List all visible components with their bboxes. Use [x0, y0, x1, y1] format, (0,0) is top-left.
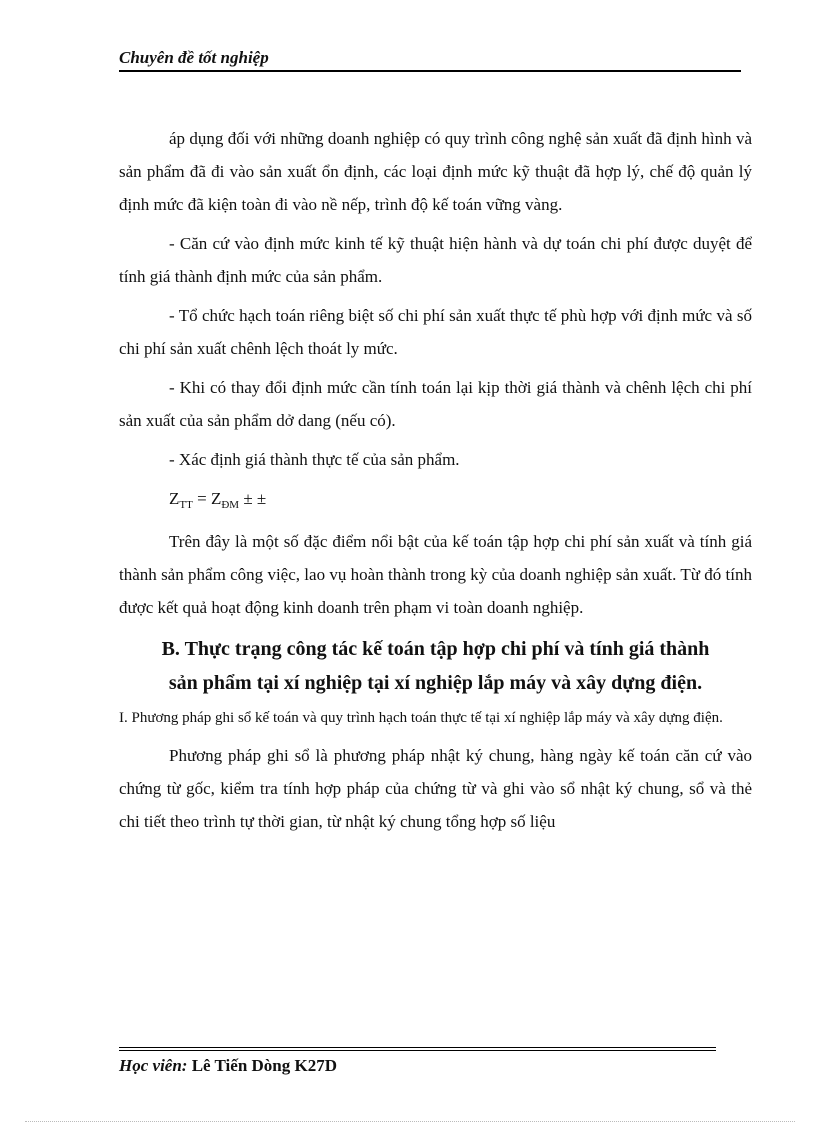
paragraph: - Khi có thay đổi định mức cần tính toán lại kịp thời giá thành và chênh lệch chi phí sản xuất của sản phẩm dở dang (nếu có). [119, 378, 752, 430]
formula-rhs: Z [210, 489, 222, 508]
paragraph: - Căn cứ vào định mức kinh tế kỹ thuật hiện hành và dự toán chi phí được duyệt để tính giá thành định mức của sản phẩm. [119, 234, 752, 286]
formula-tail: ± ± [239, 489, 267, 508]
paragraph: - Xác định giá thành thực tế của sản phẩm. [169, 450, 460, 469]
formula-rhs-sub: ĐM [221, 499, 240, 511]
header-title: Chuyên đề tốt nghiệp [119, 48, 269, 67]
page-edge-divider [25, 1121, 795, 1122]
page-header [119, 48, 741, 72]
subsection-title: I. Phương pháp ghi sổ kế toán và quy trình hạch toán thực tế tại xí nghiệp lắp máy và xây dựng điện. [119, 710, 723, 726]
page-footer [119, 1056, 337, 1076]
footer-divider [119, 1047, 716, 1051]
formula-lhs-sub: TT [179, 499, 193, 511]
formula-lhs: Z [169, 489, 180, 508]
document-body [119, 122, 752, 844]
section-title-line2: sản phẩm tại xí nghiệp tại xí nghiệp lắp máy và xây dựng điện. [168, 672, 703, 694]
formula-eq: = [192, 489, 211, 508]
paragraph: - Tổ chức hạch toán riêng biệt số chi phí sản xuất thực tế phù hợp với định mức và số chi phí sản xuất chênh lệch thoát ly mức. [119, 306, 752, 358]
footer-label: Học viên: [119, 1056, 188, 1075]
section-title-line1: B. Thực trạng công tác kế toán tập hợp chi phí và tính giá thành [161, 638, 710, 660]
formula [119, 482, 752, 515]
footer-name: Lê Tiến Dòng K27D [187, 1056, 338, 1075]
section-title [119, 632, 752, 700]
summary-paragraph: Trên đây là một số đặc điểm nổi bật của kế toán tập hợp chi phí sản xuất và tính giá thành sản phẩm công việc, lao vụ hoàn thành trong kỳ của doanh nghiệp sản xuất. Từ đó tính được kết quả hoạt động kinh doanh trên phạm vi toàn doanh nghiệp. [119, 532, 752, 617]
paragraph: áp dụng đối với những doanh nghiệp có quy trình công nghệ sản xuất đã định hình và sản phẩm đã đi vào sản xuất ổn định, các loại định mức kỹ thuật đã hợp lý, chế độ quản lý định mức đã kiện toàn đi vào nề nếp, trình độ kế toán vững vàng. [119, 129, 752, 214]
final-paragraph: Phương pháp ghi sổ là phương pháp nhật ký chung, hàng ngày kế toán căn cứ vào chứng từ gốc, kiểm tra tính hợp pháp của chứng từ và ghi vào sổ nhật ký chung, sổ và thẻ chi tiết theo trình tự thời gian, từ nhật ký chung tổng hợp số liệu [119, 746, 752, 831]
